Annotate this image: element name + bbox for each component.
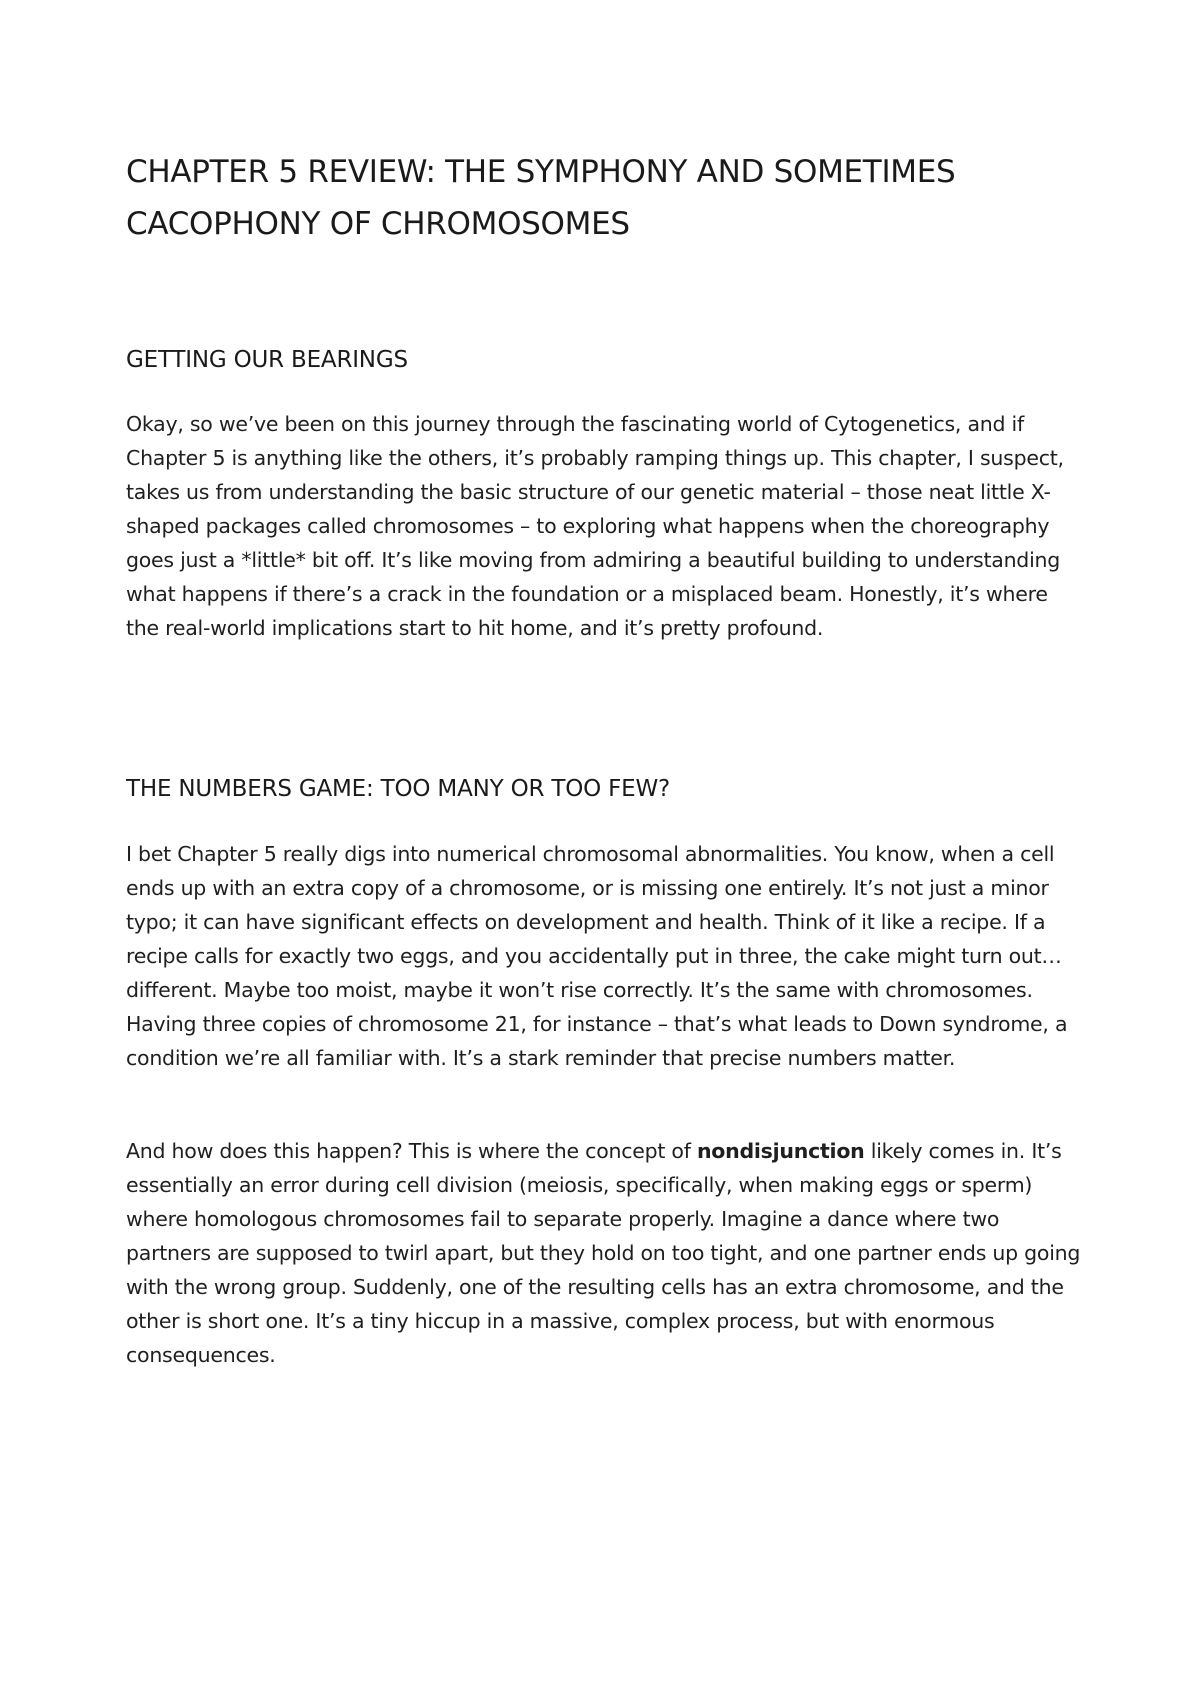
paragraph-numerical-abnormalities: I bet Chapter 5 really digs into numerical chromosomal abnormalities. You know, when a cell ends up with an extra copy of a chromosome, or is missing one entirely. It’s not just a minor typo; it can have significant effects on development and health. Think of it like a recipe. If a recipe calls for exactly two eggs, and you accidentally put in three, the cake might turn out… different. Maybe too moist, maybe it won’t rise correctly. It’s the same with chromosomes. Having three copies of chromosome 21, for instance – that’s what leads to Down syndrome, a condition we’re all familiar with. It’s a stark reminder that precise numbers matter. (126, 842, 1068, 1070)
section-heading-getting-our-bearings: GETTING OUR BEARINGS (126, 347, 408, 373)
paragraph-nondisjunction-after: likely comes in. It’s essentially an error during cell division (meiosis, specifically, when making eggs or sperm) where homologous chromosomes fail to separate properly. Imagine a dance where two partners are supposed to twirl apart, but they hold on too tight, and one partner ends up going with the wrong group. Suddenly, one of the resulting cells has an extra chromosome, and the other is short one. It’s a tiny hiccup in a massive, complex process, but with enormous consequences. (126, 1139, 1081, 1367)
paragraph-bearings: Okay, so we’ve been on this journey through the fascinating world of Cytogenetics, and if Chapter 5 is anything like the others, it’s probably ramping things up. This chapter, I suspect, takes us from understanding the basic structure of our genetic material – those neat little X-shaped packages called chromosomes – to exploring what happens when the choreography goes just a *little* bit off. It’s like moving from admiring a beautiful building to understanding what happens if there’s a crack in the foundation or a misplaced beam. Honestly, it’s where the real-world implications start to hit home, and it’s pretty profound. (126, 412, 1064, 640)
section-heading-numbers-game: THE NUMBERS GAME: TOO MANY OR TOO FEW? (126, 776, 671, 802)
term-nondisjunction: nondisjunction (696, 1139, 865, 1163)
paragraph-nondisjunction-before: And how does this happen? This is where the concept of (126, 1139, 697, 1163)
paragraph-nondisjunction (126, 1134, 1086, 1372)
document-title: CHAPTER 5 REVIEW: THE SYMPHONY AND SOMETIMES CACOPHONY OF CHROMOSOMES (126, 154, 956, 242)
